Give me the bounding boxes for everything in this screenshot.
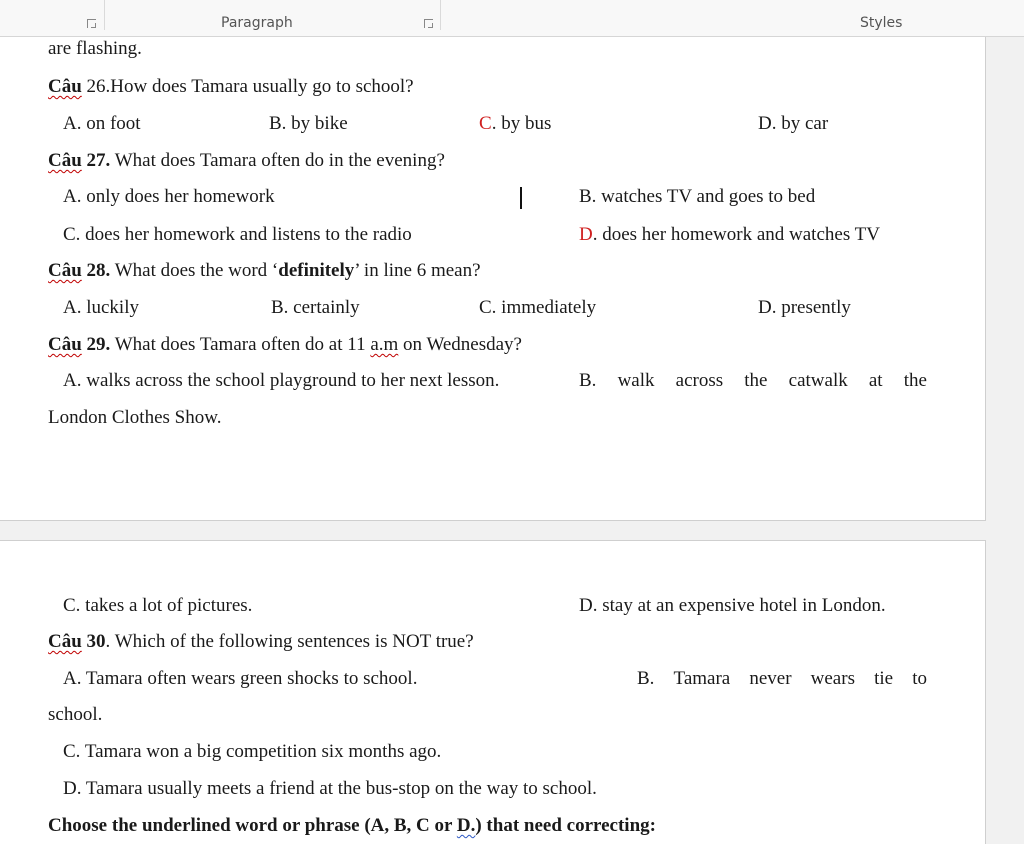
- option-text: . by bus: [491, 113, 552, 134]
- option-b: B. by bike: [269, 113, 348, 134]
- question-text: What does Tamara often do at 11: [110, 334, 371, 355]
- section-instruction: [48, 814, 656, 838]
- option-d: D. stay at an expensive hotel in London.: [579, 595, 886, 616]
- option-d: D. Tamara usually meets a friend at the bus-stop on the way to school.: [63, 778, 597, 799]
- option-text: . does her homework and watches TV: [592, 224, 880, 245]
- option-a: A. Tamara often wears green shocks to school.: [63, 668, 418, 689]
- option-a: A. only does her homework: [63, 186, 275, 207]
- question-text: What does the word ‘: [110, 260, 279, 281]
- option-b: B. certainly: [271, 297, 360, 318]
- ribbon: [0, 0, 1024, 37]
- ribbon-group-paragraph: Paragraph: [221, 15, 293, 31]
- ribbon-separator: [104, 0, 105, 30]
- option-b-continuation: London Clothes Show.: [48, 407, 222, 428]
- question-number: 27.: [81, 150, 111, 171]
- question-text: . Which of the following sentences is NOT true?: [105, 631, 474, 652]
- option-word: to: [912, 668, 927, 689]
- paragraph-dialog-launcher-icon[interactable]: [424, 19, 433, 28]
- option-word: B.: [637, 668, 655, 689]
- option-a: A. luckily: [63, 297, 139, 318]
- option-b: [579, 369, 927, 393]
- question-prefix: Câu: [48, 334, 82, 355]
- option-c: [479, 112, 551, 136]
- question-27: [48, 149, 445, 173]
- option-c: C. immediately: [479, 297, 597, 318]
- option-d: D. presently: [758, 297, 851, 318]
- answer-letter: D: [579, 224, 593, 245]
- option-word: walk: [617, 370, 655, 391]
- question-number: 26.: [81, 76, 111, 97]
- question-number: 30: [81, 631, 106, 652]
- question-number: 28.: [81, 260, 111, 281]
- instruction-text: Choose the underlined word or phrase (A, B, C or: [48, 815, 457, 836]
- option-b-continuation: school.: [48, 704, 103, 725]
- question-29: [48, 333, 522, 357]
- option-c: C. Tamara won a big competition six months ago.: [63, 741, 442, 762]
- option-word: never: [749, 668, 792, 689]
- question-prefix: Câu: [48, 631, 82, 652]
- option-a: A. walks across the school playground to her next lesson.: [63, 370, 500, 391]
- option-word: the: [744, 370, 768, 391]
- option-word: the: [903, 370, 927, 391]
- option-c: C. does her homework and listens to the radio: [63, 224, 412, 245]
- ribbon-group-styles: Styles: [860, 15, 903, 31]
- question-number: 29.: [81, 334, 111, 355]
- option-word: tie: [874, 668, 894, 689]
- keyword: definitely: [278, 260, 355, 281]
- text-line: are flashing.: [48, 38, 142, 59]
- ribbon-separator: [440, 0, 441, 30]
- dialog-launcher-icon[interactable]: [87, 19, 96, 28]
- option-c: C. takes a lot of pictures.: [63, 595, 253, 616]
- answer-letter: C: [479, 113, 492, 134]
- question-text: How does Tamara usually go to school?: [110, 76, 414, 97]
- question-text: What does Tamara often do in the evening?: [110, 150, 445, 171]
- option-word: Tamara: [673, 668, 731, 689]
- text-cursor: [520, 187, 522, 209]
- time-abbreviation: a.m: [370, 334, 399, 355]
- question-28: [48, 259, 481, 283]
- option-d: D. by car: [758, 113, 829, 134]
- question-text: ’ in line 6 mean?: [354, 260, 481, 281]
- question-26: [48, 75, 414, 99]
- question-prefix: Câu: [48, 76, 82, 97]
- document-page-2[interactable]: [0, 540, 986, 844]
- option-b: [637, 667, 927, 691]
- question-prefix: Câu: [48, 150, 82, 171]
- document-page-1[interactable]: [0, 37, 986, 521]
- question-30: [48, 630, 474, 654]
- question-prefix: Câu: [48, 260, 82, 281]
- option-word: catwalk: [788, 370, 848, 391]
- question-text: on Wednesday?: [398, 334, 522, 355]
- option-word: across: [675, 370, 724, 391]
- option-word: wears: [810, 668, 855, 689]
- option-word: at: [868, 370, 883, 391]
- instruction-letter: D.: [456, 815, 476, 836]
- instruction-text: ) that need correcting:: [475, 815, 656, 836]
- option-d: [579, 223, 880, 247]
- option-b: B. watches TV and goes to bed: [579, 186, 816, 207]
- option-word: B.: [579, 370, 597, 391]
- option-a: A. on foot: [63, 113, 141, 134]
